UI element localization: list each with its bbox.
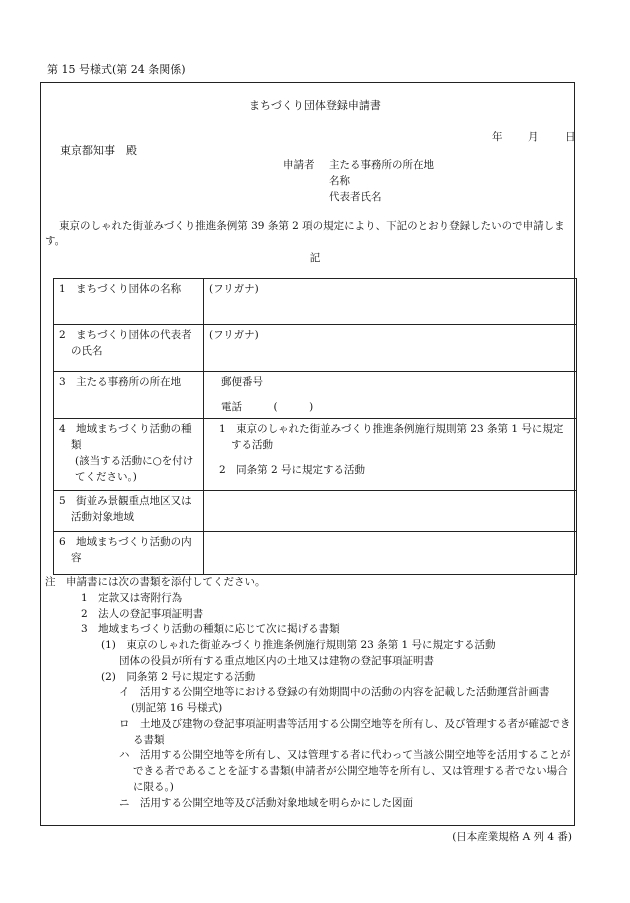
- ki-heading: 記: [309, 252, 321, 264]
- addressee: 東京都知事 殿: [60, 144, 137, 157]
- note-subitem-i-cont: (別記第 16 号様式): [131, 702, 223, 714]
- phone-label: 電話 ( ): [221, 401, 314, 414]
- document-title: まちづくり団体登録申請書: [249, 99, 381, 112]
- item-label: 1 まちづくり団体の名称: [54, 279, 204, 325]
- item-label: 5 街並み景観重点地区又は活動対象地域: [54, 490, 204, 531]
- note-subitem-ha: ハ 活用する公開空地等を所有し、又は管理する者に代わって当該公開空地等を活用することができる者であることを証する書類(申請者が公開空地等を所有し、又は管理する者でない場合に限る。): [119, 749, 571, 793]
- date-month: 月: [528, 131, 539, 143]
- note-item: 1 定款又は寄附行為: [81, 591, 183, 604]
- notes-section: [45, 575, 573, 811]
- selection-note: (該当する活動に○を付けてください。): [75, 455, 194, 484]
- date-day: 日: [565, 131, 576, 143]
- item-label: 6 地域まちづくり活動の内容: [54, 531, 204, 574]
- form-number: 第 15 号様式(第 24 条関係): [47, 63, 186, 76]
- note-subitem: (2) 同条第 2 号に規定する活動: [101, 670, 256, 683]
- activity-content-field[interactable]: [204, 531, 577, 574]
- table-row: [54, 490, 577, 531]
- activity-option-1[interactable]: 1 東京のしゃれた街並みづくり推進条例施行規則第 23 条第 1 号に規定する活動: [219, 422, 564, 451]
- note-subitem-ro: ロ 土地及び建物の登記事項証明書等活用する公開空地等を所有し、及び管理する者が確認できる書類: [119, 717, 571, 746]
- table-row: [54, 279, 577, 325]
- furigana-field[interactable]: (フリガナ): [204, 325, 577, 372]
- furigana-field[interactable]: (フリガナ): [204, 279, 577, 325]
- table-row: [54, 372, 577, 419]
- table-row: [54, 418, 577, 490]
- note-subitem-i: イ 活用する公開空地等における登録の有効期間中の活動の内容を記載した活動運営計画書: [119, 686, 550, 699]
- note-item: 2 法人の登記事項証明書: [81, 607, 204, 620]
- applicant-name-label: 名称: [329, 175, 350, 187]
- body-text: 東京のしゃれた街並みづくり推進条例第 39 条第 2 項の規定により、下記のとおり登録したいので申請します。: [45, 220, 565, 248]
- item-label: 4 地域まちづくり活動の種類 (該当する活動に○を付けてください。): [54, 418, 204, 490]
- date-year: 年: [492, 131, 503, 143]
- item-label: 2 まちづくり団体の代表者の氏名: [54, 325, 204, 372]
- table-row: [54, 325, 577, 372]
- address-field[interactable]: [204, 372, 577, 419]
- note-subitem-text: 団体の役員が所有する重点地区内の土地又は建物の登記事項証明書: [119, 654, 434, 667]
- postal-code-label: 郵便番号: [221, 376, 263, 388]
- note-subitem-ni: ニ 活用する公開空地等及び活動対象地域を明らかにした図面: [119, 796, 413, 809]
- activity-type-options: [204, 418, 577, 490]
- note-subitem: (1) 東京のしゃれた街並みづくり推進条例施行規則第 23 条第 1 号に規定する活動: [101, 639, 496, 651]
- note-item: 3 地域まちづくり活動の種類に応じて次に掲げる書類: [81, 623, 340, 636]
- applicant-representative-label: 代表者氏名: [329, 191, 382, 203]
- applicant-address-label: 主たる事務所の所在地: [329, 159, 434, 171]
- activity-option-2[interactable]: 2 同条第 2 号に規定する活動: [219, 464, 366, 477]
- paper-size-footer: (日本産業規格 A 列 4 番): [452, 831, 572, 843]
- item-label: 3 主たる事務所の所在地: [54, 372, 204, 419]
- applicant-label: 申請者: [283, 159, 315, 171]
- district-field[interactable]: [204, 490, 577, 531]
- items-table: [53, 278, 577, 575]
- table-row: [54, 531, 577, 574]
- notes-header: 注 申請書には次の書類を添付してください。: [45, 576, 266, 588]
